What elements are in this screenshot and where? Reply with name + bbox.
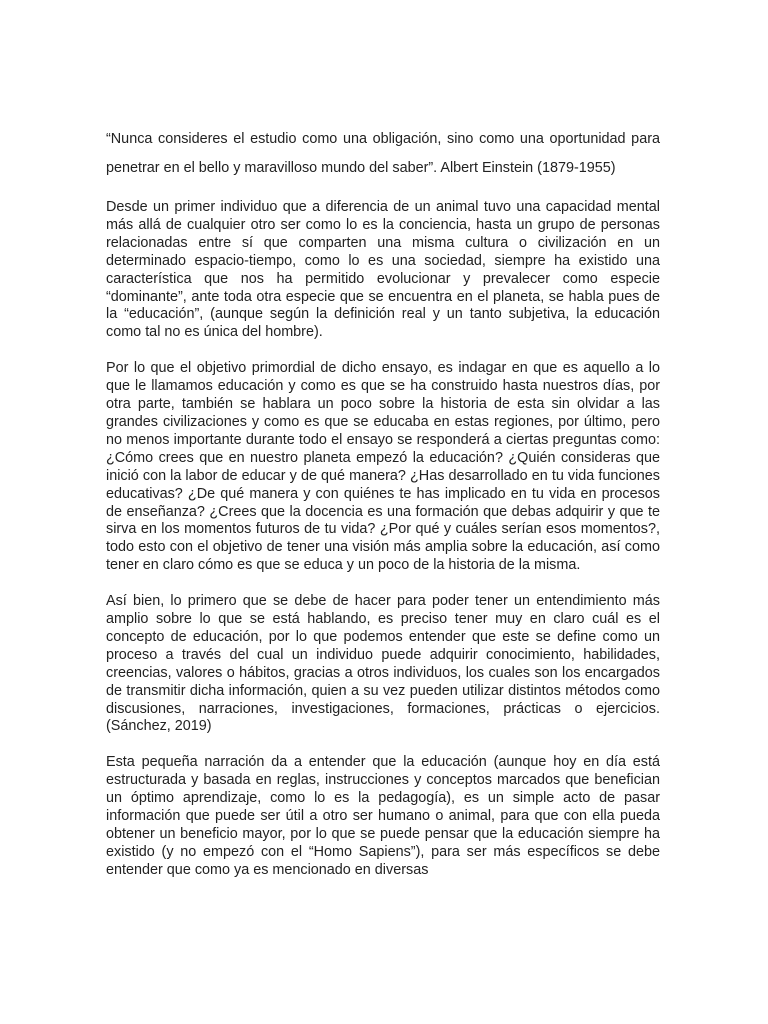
paragraph-3: Así bien, lo primero que se debe de hacer para poder tener un entendimiento más amplio sobre lo que se está hablando, es preciso tener muy en claro cuál es el concepto de educación, por lo que podemos entender que este se define como un proceso a través del cual un individuo puede adquirir conocimiento, habilidades, creencias, valores o hábitos, gracias a otros individuos, los cuales son los encargados de transmitir dicha información, quien a su vez pueden utilizar distintos métodos como discusiones, narraciones, investigaciones, formaciones, prácticas o ejercicios. (Sánchez, 2019) xyxy=(106,593,660,735)
paragraph-2: Por lo que el objetivo primordial de dicho ensayo, es indagar en que es aquello a lo que le llamamos educación y como es que se ha construido hasta nuestros días, por otra parte, también se hablara un poco sobre la historia de esta sin olvidar a las grandes civilizaciones y como es que se educaba en estas regiones, por último, pero no menos importante durante todo el ensayo se responderá a ciertas preguntas como: ¿Cómo crees que en nuestro planeta empezó la educación? ¿Quién consideras que inició con la labor de educar y de qué manera? ¿Has desarrollado en tu vida funciones educativas? ¿De qué manera y con quiénes te has implicado en tu vida en procesos de enseñanza? ¿Crees que la docencia es una formación que debas adquirir y que te sirva en los momentos futuros de tu vida? ¿Por qué y cuáles serían esos momentos?, todo esto con el objetivo de tener una visión más amplia sobre la educación, así como tener en claro cómo es que se educa y un poco de la historia de la misma. xyxy=(106,360,660,574)
paragraph-1: Desde un primer individuo que a diferencia de un animal tuvo una capacidad mental más allá de cualquier otro ser como lo es la conciencia, hasta un grupo de personas relacionadas entre sí que comparten una misma cultura o civilización en un determinado espacio-tiempo, como lo es una sociedad, siempre ha existido una característica que nos ha permitido evolucionar y prevalecer como especie “dominante”, ante toda otra especie que se encuentra en el planeta, se habla pues de la “educación”, (aunque según la definición real y un tanto subjetiva, la educación como tal no es única del hombre). xyxy=(106,199,660,341)
paragraph-4: Esta pequeña narración da a entender que la educación (aunque hoy en día está estructurada y basada en reglas, instrucciones y conceptos marcados que benefician un óptimo aprendizaje, como lo es la pedagogía), es un simple acto de pasar información que puede ser útil a otro ser humano o animal, para que con ella pueda obtener un beneficio mayor, por lo que se puede pensar que la educación siempre ha existido (y no empezó con el “Homo Sapiens”), para ser más específicos se debe entender que como ya es mencionado en diversas xyxy=(106,754,660,878)
epigraph-quote: “Nunca consideres el estudio como una obligación, sino como una oportunidad para penetrar en el bello y maravilloso mundo del saber”. Albert Einstein (1879-1955) xyxy=(106,131,660,176)
document-body xyxy=(106,125,660,898)
